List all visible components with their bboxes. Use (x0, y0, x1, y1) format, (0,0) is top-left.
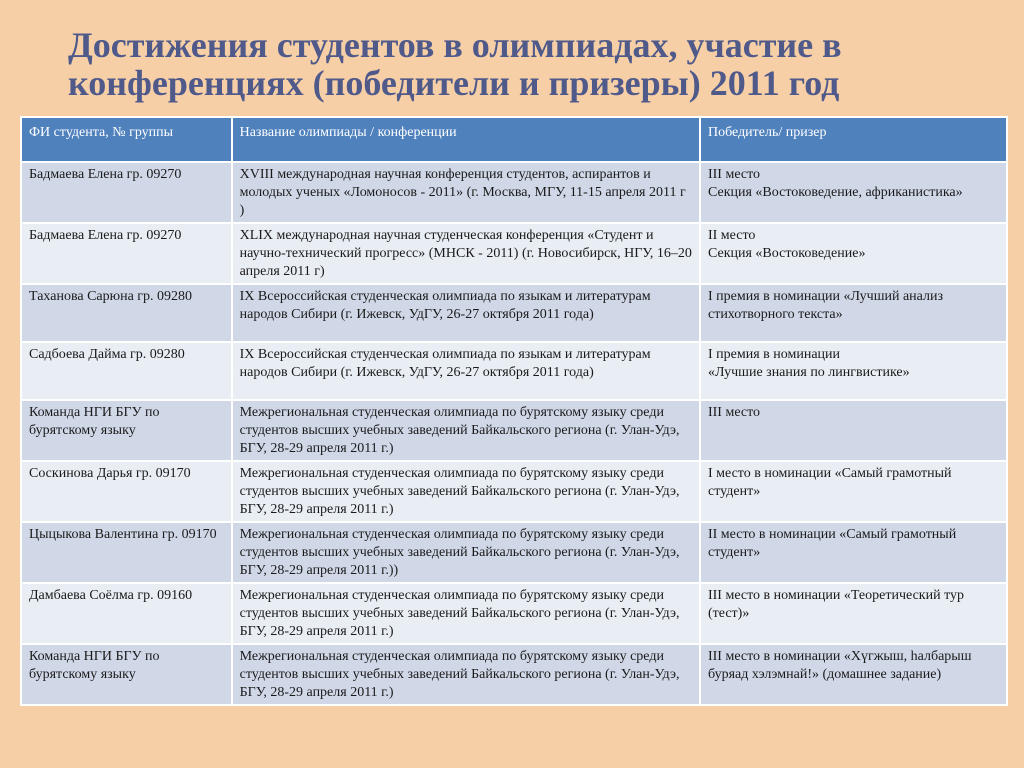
table-row (21, 223, 1007, 284)
cell-event: IX Всероссийская студенческая олимпиада по языкам и литературам народов Сибири (г. Ижевск, УдГУ, 26-27 октября 2011 года) (232, 342, 700, 400)
slide-title: Достижения студентов в олимпиадах, участие в конференциях (победители и призеры) 2011 год (68, 25, 842, 103)
cell-event: Межрегиональная студенческая олимпиада по бурятскому языку среди студентов высших учебных заведений Байкальского региона (г. Улан-Удэ, БГУ, 28-29 апреля 2011 г.) (232, 461, 700, 522)
header-result: Победитель/ призер (700, 117, 1007, 162)
cell-student: Дамбаева Соёлма гр. 09160 (21, 583, 232, 644)
result-line: I премия в номинации «Лучший анализ стихотворного текста» (707, 289, 944, 322)
result-line: II место в номинации «Самый грамотный студент» (707, 527, 957, 560)
cell-result (700, 162, 1007, 223)
cell-student: Садбоева Дайма гр. 09280 (21, 342, 232, 400)
cell-student: Цыцыкова Валентина гр. 09170 (21, 522, 232, 583)
cell-result (700, 342, 1007, 400)
cell-result (700, 583, 1007, 644)
result-line: I премия в номинации (707, 347, 841, 362)
cell-student: Бадмаева Елена гр. 09270 (21, 162, 232, 223)
result-line: II место (707, 228, 756, 243)
achievements-table (20, 116, 1008, 706)
cell-result (700, 284, 1007, 342)
result-line: III место (707, 405, 761, 420)
cell-result (700, 644, 1007, 705)
cell-event: IX Всероссийская студенческая олимпиада по языкам и литературам народов Сибири (г. Ижевск, УдГУ, 26-27 октября 2011 года) (232, 284, 700, 342)
table-row (21, 162, 1007, 223)
cell-student: Команда НГИ БГУ по бурятскому языку (21, 644, 232, 705)
table-row (21, 522, 1007, 583)
result-line: Секция «Востоковедение» (707, 246, 866, 261)
cell-student: Соскинова Дарья гр. 09170 (21, 461, 232, 522)
cell-event: XVIII международная научная конференция студентов, аспирантов и молодых ученых «Ломоносов - 2011» (г. Москва, МГУ, 11-15 апреля 2011 г ) (232, 162, 700, 223)
result-line: «Лучшие знания по лингвистике» (707, 365, 910, 380)
table-row (21, 342, 1007, 400)
result-line: I место в номинации «Самый грамотный студент» (707, 466, 952, 499)
result-line: Секция «Востоковедение, африканистика» (707, 185, 963, 200)
cell-result (700, 400, 1007, 461)
cell-result (700, 522, 1007, 583)
cell-student: Бадмаева Елена гр. 09270 (21, 223, 232, 284)
cell-event: Межрегиональная студенческая олимпиада по бурятскому языку среди студентов высших учебных заведений Байкальского региона (г. Улан-Удэ, БГУ, 28-29 апреля 2011 г.) (232, 583, 700, 644)
cell-event: Межрегиональная студенческая олимпиада по бурятскому языку среди студентов высших учебных заведений Байкальского региона (г. Улан-Удэ, БГУ, 28-29 апреля 2011 г.)) (232, 522, 700, 583)
cell-result (700, 461, 1007, 522)
cell-student: Команда НГИ БГУ по бурятскому языку (21, 400, 232, 461)
cell-event: XLIX международная научная студенческая конференция «Студент и научно-технический прогресс» (МНСК - 2011) (г. Новосибирск, НГУ, 16–20 апреля 2011 г) (232, 223, 700, 284)
header-event: Название олимпиады / конференции (232, 117, 700, 162)
result-line: III место в номинации «Хүгжыш, һалбарыш буряад хэлэмнай!» (домашнее задание) (707, 649, 972, 682)
table-row (21, 644, 1007, 705)
cell-student: Таханова Сарюна гр. 09280 (21, 284, 232, 342)
table-row (21, 400, 1007, 461)
table-body (21, 162, 1007, 705)
header-student: ФИ студента, № группы (21, 117, 232, 162)
cell-result (700, 223, 1007, 284)
result-line: III место (707, 167, 761, 182)
table-row (21, 461, 1007, 522)
cell-event: Межрегиональная студенческая олимпиада по бурятскому языку среди студентов высших учебных заведений Байкальского региона (г. Улан-Удэ, БГУ, 28-29 апреля 2011 г.) (232, 644, 700, 705)
cell-event: Межрегиональная студенческая олимпиада по бурятскому языку среди студентов высших учебных заведений Байкальского региона (г. Улан-Удэ, БГУ, 28-29 апреля 2011 г.) (232, 400, 700, 461)
table-header-row (21, 117, 1007, 162)
result-line: III место в номинации «Теоретический тур (тест)» (707, 588, 965, 621)
table-row (21, 284, 1007, 342)
table-row (21, 583, 1007, 644)
